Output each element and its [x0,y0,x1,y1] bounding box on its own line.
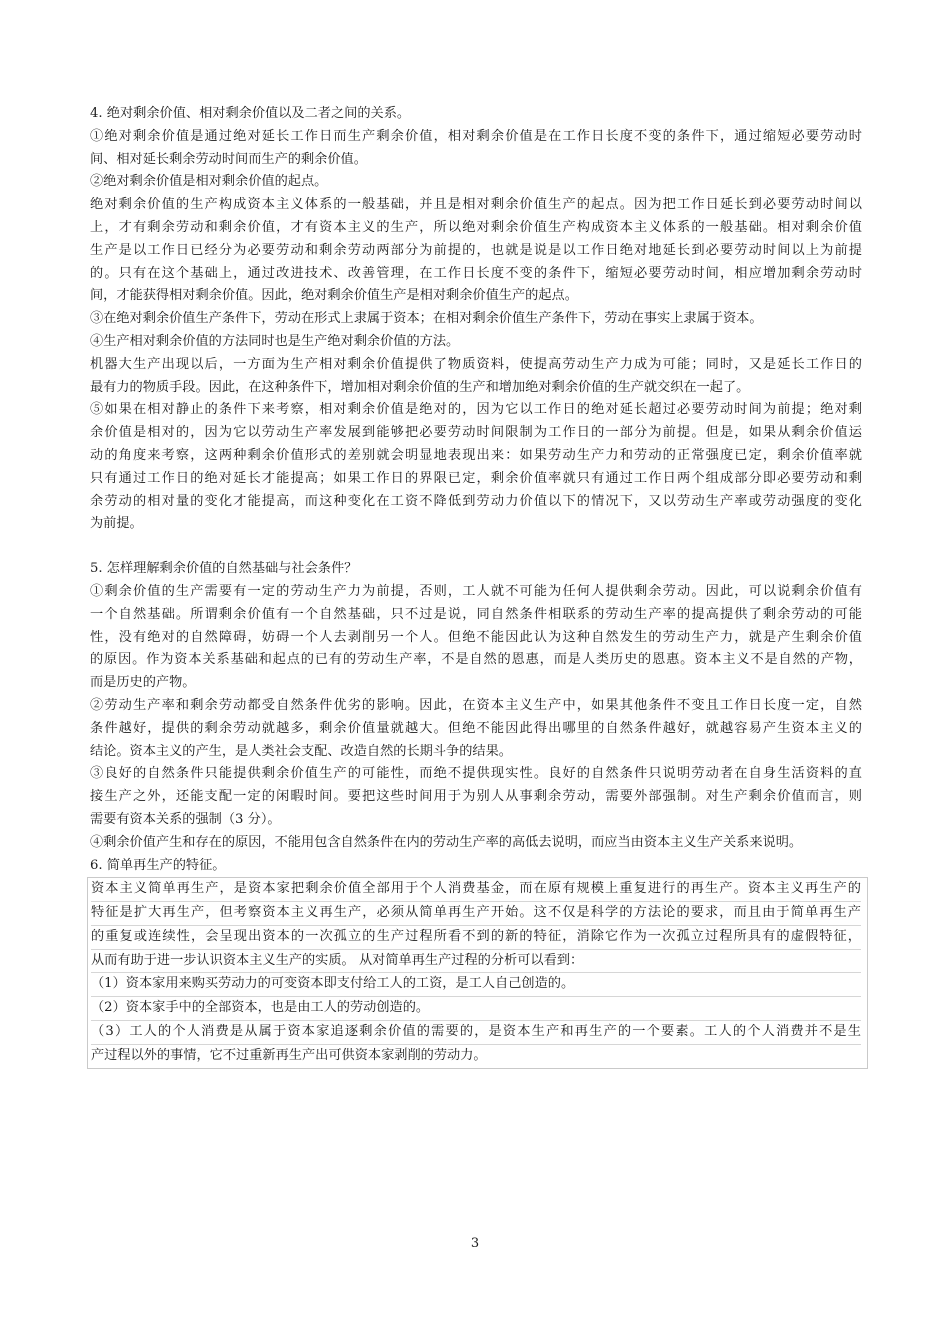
paragraph-line: ①绝对剩余价值是通过绝对延长工作日而生产剩余价值，相对剩余价值是在工作日长度不变的条件下，通过缩短必要劳动时 [90,128,862,144]
paragraph-line: ③在绝对剩余价值生产条件下，劳动在形式上隶属于资本；在相对剩余价值生产条件下，劳动在事实上隶属于资本。 [90,311,763,327]
paragraph-line: 机器大生产出现以后，一方面为生产相对剩余价值提供了物质资料，使提高劳动生产力成为可能；同时，又是延长工作日的 [90,356,862,372]
paragraph-line: 需要有资本关系的强制（3 分）。 [90,811,281,827]
section-6-title: 6. 简单再生产的特征。 [90,857,226,873]
paragraph-line: 特征是扩大再生产，但考察资本主义再生产，必须从简单再生产开始。这不仅是科学的方法论的要求，而且由于简单再生产 [91,902,861,926]
paragraph-line: ⑤如果在相对静止的条件下来考察，相对剩余价值是绝对的，因为它以工作日的绝对延长超过必要劳动时间为前提；绝对剩 [90,402,862,418]
paragraph-line: 接生产之外，还能支配一定的闲暇时间。要把这些时间用于为别人从事剩余劳动，需要外部强制。对生产剩余价值而言，则 [90,789,862,805]
paragraph-line: 动的角度来考察，这两种剩余价值形式的差别就会明显地表现出来：如果劳动生产力和劳动的正常强度已定，剩余价值率就 [90,447,862,463]
paragraph-line: ②劳动生产率和剩余劳动都受自然条件优劣的影响。因此，在资本主义生产中，如果其他条件不变且工作日长度一定，自然 [90,697,862,713]
section-spacer [90,536,862,558]
section-6 [90,855,862,1069]
paragraph-line: 资本主义简单再生产，是资本家把剩余价值全部用于个人消费基金，而在原有规模上重复进行的再生产。资本主义再生产的 [91,878,861,902]
paragraph-line: 最有力的物质手段。因此，在这种条件下，增加相对剩余价值的生产和增加绝对剩余价值的生产就交织在一起了。 [90,379,750,395]
paragraph-line: 上，才有剩余劳动和剩余价值，才有资本主义的生产，所以绝对剩余价值生产构成资本主义体系的一般基础。相对剩余价值 [90,219,862,235]
paragraph-line: 而是历史的产物。 [90,675,196,691]
paragraph-line: 的。只有在这个基础上，通过改进技术、改善管理，在工作日长度不变的条件下，缩短必要劳动时间，相应增加剩余劳动时 [90,265,862,281]
paragraph-line: 条件越好，提供的剩余劳动就越多，剩余价值量就越大。但绝不能因此得出哪里的自然条件越好，就越容易产生资本主义的 [90,720,862,736]
page-number: 3 [470,1236,480,1251]
paragraph-line: （1）资本家用来购买劳动力的可变资本即支付给工人的工资，是工人自己创造的。 [91,973,861,997]
paragraph-line: ④生产相对剩余价值的方法同时也是生产绝对剩余价值的方法。 [90,333,460,349]
paragraph-line: 间，才能获得相对剩余价值。因此，绝对剩余价值生产是相对剩余价值生产的起点。 [90,288,578,304]
paragraph-line: 性，没有绝对的自然障碍，妨碍一个人去剥削另一个人。但绝不能因此认为这种自然发生的劳动生产力，就是产生剩余价值 [90,629,862,645]
paragraph-line: 从而有助于进一步认识资本主义生产的实质。 从对简单再生产过程的分析可以看到： [91,950,861,974]
paragraph-line: 只有通过工作日的绝对延长才能提高；如果工作日的界限已定，剩余价值率就只有通过工作日两个组成部分即必要劳动和剩 [90,470,862,486]
paragraph-line: 结论。资本主义的产生，是人类社会支配、改造自然的长期斗争的结果。 [90,743,512,759]
document-page [90,103,862,1069]
section-5-title: 5. 怎样理解剩余价值的自然基础与社会条件？ [90,561,358,577]
paragraph-line: ②绝对剩余价值是相对剩余价值的起点。 [90,174,328,190]
paragraph-line: 生产是以工作日已经分为必要劳动和剩余劳动两部分为前提的，也就是说是以工作日绝对地延长到必要劳动时间以上为前提 [90,242,862,258]
paragraph-line: 间、相对延长剩余劳动时间而生产的剩余价值。 [90,151,367,167]
paragraph-line: ③良好的自然条件只能提供剩余价值生产的可能性，而绝不提供现实性。良好的自然条件只说明劳动者在自身生活资料的直 [90,766,862,782]
paragraph-line: 一个自然基础。所谓剩余价值有一个自然基础，只不过是说，同自然条件相联系的劳动生产率的提高提供了剩余劳动的可能 [90,606,862,622]
paragraph-line: 余价值是相对的，因为它以劳动生产率发展到能够把必要劳动时间限制为工作日的一部分为前提。但是，如果从剩余价值运 [90,425,862,441]
paragraph-line: 为前提。 [90,516,143,532]
paragraph-line: 绝对剩余价值的生产构成资本主义体系的一般基础，并且是相对剩余价值生产的起点。因为把工作日延长到必要劳动时间以 [90,197,862,213]
text-box [87,877,868,1068]
paragraph-line: 的原因。作为资本关系基础和起点的已有的劳动生产率，不是自然的恩惠，而是人类历史的恩惠。资本主义不是自然的产物， [90,652,862,668]
paragraph-line: （2）资本家手中的全部资本，也是由工人的劳动创造的。 [91,997,861,1021]
section-5 [90,558,862,854]
paragraph-line: 的重复或连续性，会呈现出资本的一次孤立的生产过程所看不到的新的特征，消除它作为一次孤立过程所具有的虚假特征， [91,926,861,950]
paragraph-line: 余劳动的相对量的变化才能提高，而这种变化在工资不降低到劳动力价值以下的情况下，又以劳动生产率或劳动强度的变化 [90,493,862,509]
paragraph-line: ①剩余价值的生产需要有一定的劳动生产力为前提，否则，工人就不可能为任何人提供剩余劳动。因此，可以说剩余价值有 [90,583,862,599]
section-4 [90,103,862,536]
section-4-title: 4. 绝对剩余价值、相对剩余价值以及二者之间的关系。 [90,106,411,121]
paragraph-line: （3）工人的个人消费是从属于资本家追逐剩余价值的需要的，是资本生产和再生产的一个要素。工人的个人消费并不是生 [91,1021,861,1045]
paragraph-line: ④剩余价值产生和存在的原因，不能用包含自然条件在内的劳动生产率的高低去说明，而应当由资本主义生产关系来说明。 [90,834,803,850]
paragraph-line: 产过程以外的事情，它不过重新再生产出可供资本家剥削的劳动力。 [91,1047,487,1063]
